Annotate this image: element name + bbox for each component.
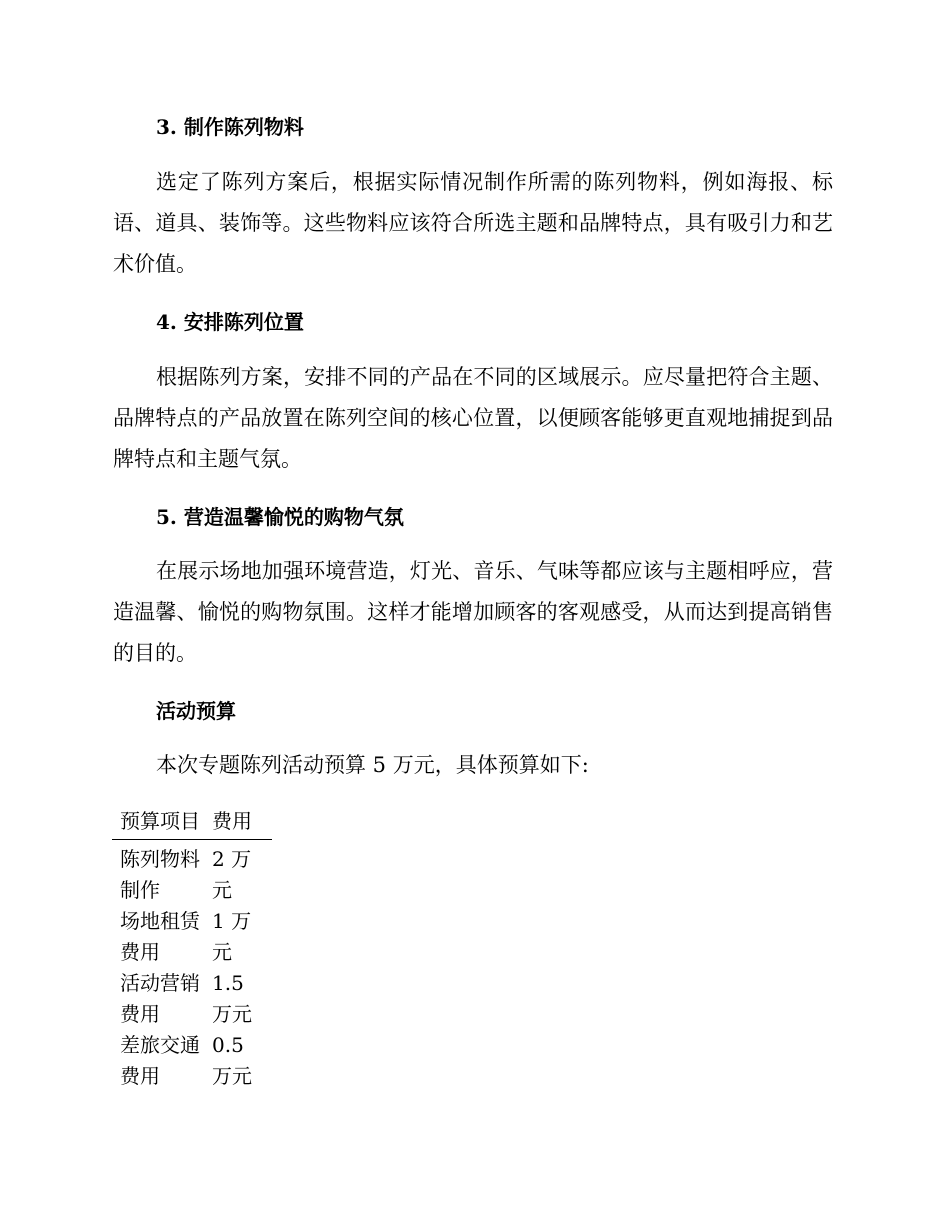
budget-heading: 活动预算 <box>156 699 236 723</box>
budget-item-cell: 场地租赁费用 <box>120 909 200 964</box>
table-row <box>112 1030 272 1092</box>
section-body-5: 在展示场地加强环境营造，灯光、音乐、气味等都应该与主题相呼应，营造温馨、愉悦的购物氛围。这样才能增加顾客的客观感受，从而达到提高销售的目的。 <box>113 559 833 665</box>
budget-table-header-item: 预算项目 <box>112 806 212 840</box>
budget-cost-cell: 1 万元 <box>212 909 252 964</box>
budget-table <box>112 806 272 1092</box>
budget-item-cell: 活动营销费用 <box>120 971 200 1026</box>
budget-table-header-cost: 费用 <box>212 806 272 840</box>
budget-cost-cell: 0.5 万元 <box>212 1033 252 1088</box>
budget-cost-cell: 2 万元 <box>212 847 252 902</box>
section-heading-4: 4. 安排陈列位置 <box>156 310 304 334</box>
budget-cost-cell: 1.5 万元 <box>212 971 252 1026</box>
table-row <box>112 840 272 907</box>
budget-table-header-row <box>112 806 272 840</box>
budget-intro: 本次专题陈列活动预算 5 万元，具体预算如下: <box>156 753 589 777</box>
budget-item-cell: 差旅交通费用 <box>120 1033 200 1088</box>
table-row <box>112 968 272 1030</box>
section-heading-3: 3. 制作陈列物料 <box>156 115 304 139</box>
table-row <box>112 906 272 968</box>
section-body-4: 根据陈列方案，安排不同的产品在不同的区域展示。应尽量把符合主题、品牌特点的产品放置在陈列空间的核心位置，以便顾客能够更直观地捕捉到品牌特点和主题气氛。 <box>113 365 833 471</box>
section-heading-5: 5. 营造温馨愉悦的购物气氛 <box>156 505 404 529</box>
section-body-3: 选定了陈列方案后，根据实际情况制作所需的陈列物料，例如海报、标语、道具、装饰等。这些物料应该符合所选主题和品牌特点，具有吸引力和艺术价值。 <box>113 170 833 276</box>
budget-item-cell: 陈列物料制作 <box>120 847 200 902</box>
